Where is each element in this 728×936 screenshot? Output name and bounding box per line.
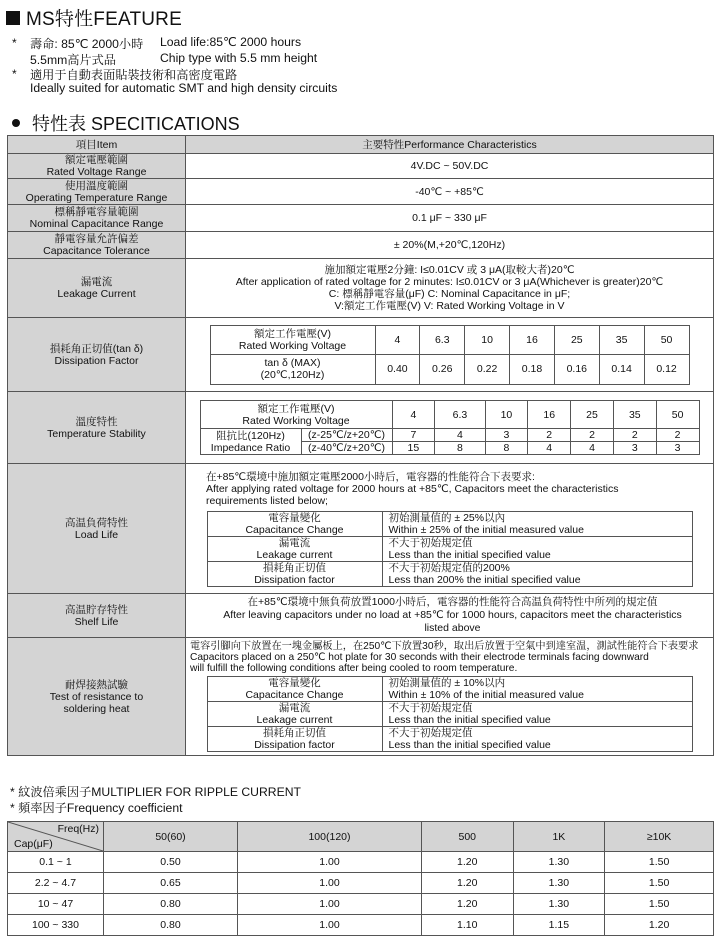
load-life-value	[186, 464, 714, 594]
voltage-cell: 25	[554, 325, 599, 354]
tan-delta-label: tan δ (MAX) (20℃,120Hz)	[210, 354, 375, 384]
ratio-cell: 8	[435, 442, 485, 455]
soldering-intro: 電容引腳向下放置在一塊金屬板上，在250℃下放置30秒，取出后放置于空氣中到達室温，測試性能符合下表要求 Capacitors placed on a 250℃ hot plate for 30 seconds with their electrode terminals facing downward will fulfill the following conditions after being cooled to room temperature.	[190, 641, 699, 674]
ratio-cell: 4	[435, 429, 485, 442]
voltage-cell: 10	[465, 325, 510, 354]
square-bullet-icon	[6, 11, 20, 25]
cap-range: 2.2 ~ 4.7	[8, 873, 104, 894]
soldering-val: 不大于初始規定值 Less than the initial specified value	[382, 702, 692, 727]
coef-cell: 1.30	[513, 894, 605, 915]
freq-header: 1K	[513, 822, 605, 852]
freq-header: 100(120)	[238, 822, 422, 852]
coef-cell: 1.20	[421, 894, 513, 915]
load-life-intro: 在+85℃環境中施加額定電壓2000小時后，電容器的性能符合下表要求: After applying rated voltage for 2000 hours at +85℃, Capacitors meet the characteristics requirements listed below;	[206, 470, 619, 507]
coef-cell: 1.50	[605, 894, 714, 915]
voltage-cell: 10	[485, 401, 528, 429]
feature-line-en: Ideally suited for automatic SMT and high density circuits	[30, 81, 338, 95]
feature-line-en: Chip type with 5.5 mm height	[160, 51, 318, 65]
voltage-cell: 50	[656, 401, 699, 429]
dissipation-value	[186, 318, 714, 392]
ratio-cell: 3	[613, 442, 656, 455]
soldering-table	[207, 676, 693, 752]
coef-cell: 1.20	[421, 873, 513, 894]
temp-range-value: -40℃ ~ +85℃	[186, 179, 714, 205]
load-life-val: 不大于初始規定值 Less than the initial specified value	[382, 536, 692, 561]
coef-cell: 0.80	[104, 915, 238, 936]
freq-label: Freq(Hz)	[57, 823, 99, 835]
ripple-title: * 紋波倍乘因子MULTIPLIER FOR RIPPLE CURRENT	[10, 785, 301, 799]
tan-delta-cell: 0.40	[375, 354, 420, 384]
coef-cell: 1.20	[605, 915, 714, 936]
soldering-label: 耐焊接熱試驗 Test of resistance to soldering heat	[8, 638, 186, 756]
nominal-cap-value: 0.1 μF ~ 330 μF	[186, 205, 714, 232]
asterisk-icon: *	[12, 67, 17, 81]
load-life-key: 漏電流 Leakage current	[207, 536, 382, 561]
feature-line-en: Load life:85℃ 2000 hours	[160, 35, 302, 49]
ripple-row	[8, 894, 714, 915]
load-life-key: 電容量變化 Capacitance Change	[207, 511, 382, 536]
ratio-label: (z-40℃/z+20℃)	[301, 442, 392, 455]
ratio-cell: 4	[528, 442, 571, 455]
coef-cell: 0.50	[104, 852, 238, 873]
feature-title: MS特性FEATURE	[26, 9, 182, 30]
voltage-cell: 4	[392, 401, 435, 429]
load-life-table	[207, 511, 693, 587]
voltage-cell: 35	[613, 401, 656, 429]
ratio-cell: 2	[613, 429, 656, 442]
temp-stability-table	[200, 400, 700, 455]
feature-heading	[6, 4, 182, 31]
coef-cell: 1.50	[605, 873, 714, 894]
dissipation-table	[210, 325, 690, 385]
cap-range: 100 ~ 330	[8, 915, 104, 936]
ratio-cell: 3	[485, 429, 528, 442]
tan-delta-cell: 0.14	[599, 354, 644, 384]
voltage-cell: 50	[644, 325, 689, 354]
voltage-cell: 25	[571, 401, 614, 429]
soldering-val: 初始測量值的 ± 10%以内 Within ± 10% of the initial measured value	[382, 677, 692, 702]
voltage-cell: 35	[599, 325, 644, 354]
tan-delta-cell: 0.12	[644, 354, 689, 384]
tan-delta-cell: 0.16	[554, 354, 599, 384]
ripple-table	[7, 821, 714, 936]
cap-tol-value: ± 20%(M,+20℃,120Hz)	[186, 232, 714, 259]
soldering-key: 電容量變化 Capacitance Change	[207, 677, 382, 702]
load-life-val: 初始測量值的 ± 25%以內 Within ± 25% of the initial measured value	[382, 511, 692, 536]
ratio-cell: 2	[528, 429, 571, 442]
ratio-cell: 15	[392, 442, 435, 455]
temp-stability-value	[186, 392, 714, 464]
soldering-value	[186, 638, 714, 756]
coef-cell: 1.30	[513, 852, 605, 873]
ratio-cell: 3	[656, 442, 699, 455]
soldering-key: 損耗角正切值 Dissipation factor	[207, 727, 382, 752]
ratio-cell: 8	[485, 442, 528, 455]
bullet-icon	[12, 119, 20, 127]
rated-voltage-label: 額定電壓範圍 Rated Voltage Range	[8, 154, 186, 179]
feature-line-zh: 5.5mm高片式品	[30, 53, 116, 67]
load-life-label: 高温負荷特性 Load Life	[8, 464, 186, 594]
spec-table	[7, 135, 714, 756]
cap-range: 0.1 ~ 1	[8, 852, 104, 873]
tan-delta-cell: 0.18	[510, 354, 555, 384]
spec-heading	[12, 110, 240, 136]
voltage-cell: 16	[528, 401, 571, 429]
rated-voltage-header: 額定工作電壓(V) Rated Working Voltage	[200, 401, 392, 429]
soldering-val: 不大于初始規定值 Less than the initial specified value	[382, 727, 692, 752]
nominal-cap-label: 標稱靜電容量範圍 Nominal Capacitance Range	[8, 205, 186, 232]
asterisk-icon: *	[12, 36, 17, 50]
impedance-ratio-label: 阻抗比(120Hz) Impedance Ratio	[200, 429, 301, 455]
ratio-label: (z-25℃/z+20℃)	[301, 429, 392, 442]
freq-header: 50(60)	[104, 822, 238, 852]
leakage-value: 施加額定電壓2分鐘: I≤0.01CV 或 3 μA(取較大者)20℃ After application of rated voltage for 2 minutes: I≤0.01CV or 3 μA(Whichever is greater)20℃ C: 標稱靜電容量(μF) C: Nominal Capacitance in μF; V:額定工作電壓(V) V: Rated Working Voltage in V	[186, 259, 714, 318]
coef-cell: 1.00	[238, 852, 422, 873]
load-life-key: 損耗角正切值 Dissipation factor	[207, 561, 382, 586]
ratio-cell: 2	[571, 429, 614, 442]
soldering-key: 漏電流 Leakage current	[207, 702, 382, 727]
leakage-label: 漏電流 Leakage Current	[8, 259, 186, 318]
tan-delta-cell: 0.22	[465, 354, 510, 384]
coef-cell: 0.65	[104, 873, 238, 894]
ratio-cell: 4	[571, 442, 614, 455]
ripple-row	[8, 873, 714, 894]
ratio-cell: 2	[656, 429, 699, 442]
rated-voltage-value: 4V.DC ~ 50V.DC	[186, 154, 714, 179]
voltage-cell: 6.3	[420, 325, 465, 354]
coef-cell: 1.00	[238, 873, 422, 894]
freq-header: ≥10K	[605, 822, 714, 852]
coef-cell: 1.00	[238, 915, 422, 936]
col-perf-header: 主要特性Performance Characteristics	[186, 136, 714, 154]
shelf-life-value: 在+85℃環境中無負荷放置1000小時后，電容器的性能符合高温負荷特性中所列的規定值 After leaving capacitors under no load at +85℃ for 1000 hours, capacitors meet the characteristics listed above	[186, 594, 714, 638]
voltage-cell: 4	[375, 325, 420, 354]
coef-cell: 1.10	[421, 915, 513, 936]
col-item-header: 項目Item	[8, 136, 186, 154]
cap-label: Cap(μF)	[14, 838, 53, 850]
coef-cell: 0.80	[104, 894, 238, 915]
coef-cell: 1.30	[513, 873, 605, 894]
cap-range: 10 ~ 47	[8, 894, 104, 915]
coef-cell: 1.50	[605, 852, 714, 873]
shelf-life-label: 高温貯存特性 Shelf Life	[8, 594, 186, 638]
rated-voltage-header: 額定工作電壓(V) Rated Working Voltage	[210, 325, 375, 354]
ratio-cell: 7	[392, 429, 435, 442]
coef-cell: 1.15	[513, 915, 605, 936]
freq-header: 500	[421, 822, 513, 852]
ripple-row	[8, 915, 714, 936]
load-life-val: 不大于初始規定值的200% Less than 200% the initial specified value	[382, 561, 692, 586]
freq-cap-corner	[8, 822, 104, 852]
feature-line-zh: 壽命: 85℃ 2000小時	[30, 37, 144, 51]
ripple-row	[8, 852, 714, 873]
feature-line-zh: 適用于自動表面貼裝技術和高密度電路	[30, 68, 238, 82]
dissipation-label: 損耗角正切值(tan δ) Dissipation Factor	[8, 318, 186, 392]
coef-cell: 1.20	[421, 852, 513, 873]
coef-cell: 1.00	[238, 894, 422, 915]
temp-range-label: 使用溫度範圍 Operating Temperature Range	[8, 179, 186, 205]
voltage-cell: 16	[510, 325, 555, 354]
spec-title: 特性表 SPECITICATIONS	[32, 114, 240, 134]
tan-delta-cell: 0.26	[420, 354, 465, 384]
frequency-title: * 頻率因子Frequency coefficient	[10, 801, 183, 815]
temp-stability-label: 溫度特性 Temperature Stability	[8, 392, 186, 464]
cap-tol-label: 靜電容量允許偏差 Capacitance Tolerance	[8, 232, 186, 259]
voltage-cell: 6.3	[435, 401, 485, 429]
